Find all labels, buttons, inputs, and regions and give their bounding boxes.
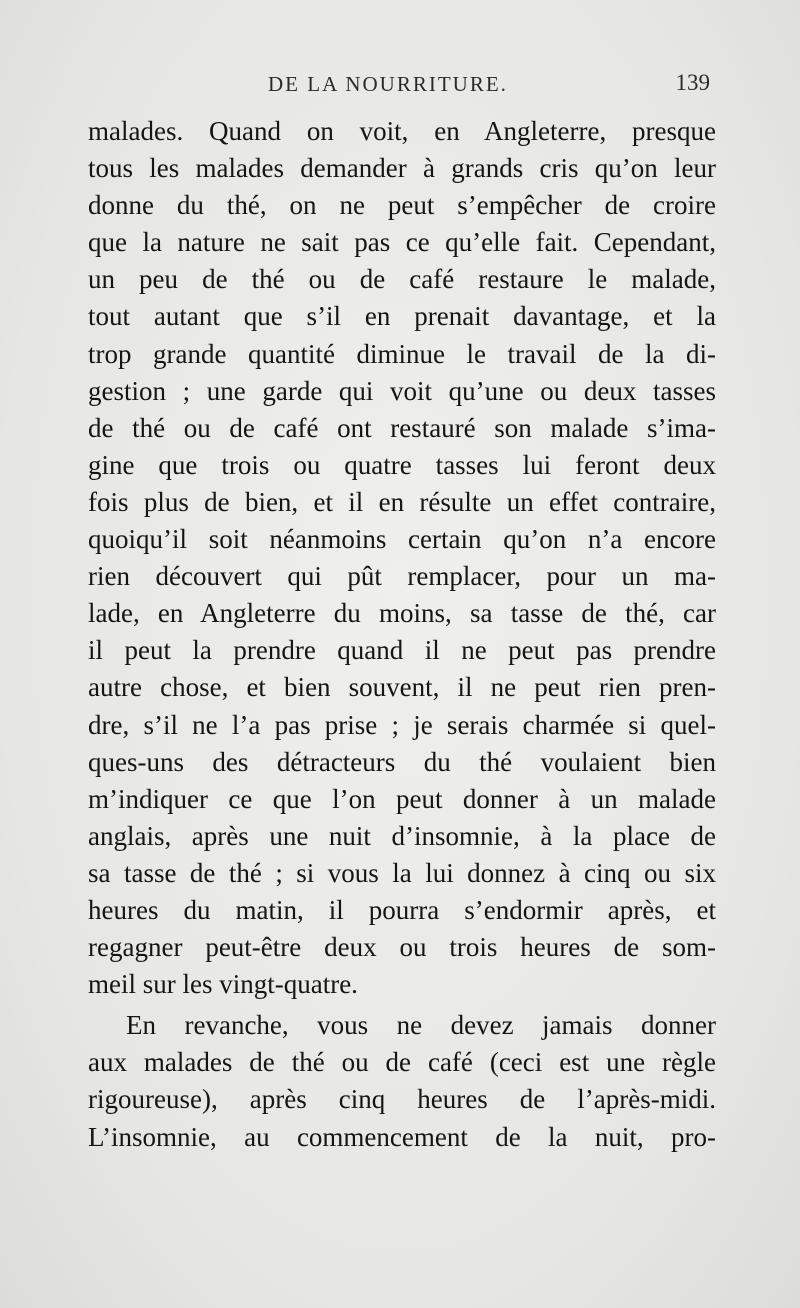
text-line: fois plus de bien, et il en résulte un effet contraire,	[88, 486, 716, 517]
text-line: malades. Quand on voit, en Angleterre, presque	[88, 116, 716, 146]
text-line: quoiqu’il soit néanmoins certain qu’on n’a encore	[88, 524, 716, 555]
text-line: lade, en Angleterre du moins, sa tasse de thé, car	[88, 598, 716, 629]
paragraph-1	[88, 113, 716, 1003]
running-head: DE LA NOURRITURE.	[268, 72, 508, 96]
text-line: En revanche, vous ne devez jamais donner	[126, 1010, 716, 1041]
text-line: de thé ou de café ont restauré son malade s’ima-	[88, 412, 716, 443]
text-line: sa tasse de thé ; si vous la lui donnez à cinq ou six	[88, 857, 716, 888]
text-line: donne du thé, on ne peut s’empêcher de croire	[88, 190, 716, 221]
text-line: autre chose, et bien souvent, il ne peut rien pren-	[88, 672, 716, 703]
text-line: heures du matin, il pourra s’endormir après, et	[88, 894, 716, 925]
text-line: tout autant que s’il en prenait davantage, et la	[88, 301, 716, 332]
text-line: un peu de thé ou de café restaure le malade,	[88, 264, 716, 295]
text-line: anglais, après une nuit d’insomnie, à la place de	[88, 820, 716, 851]
body-text	[88, 113, 716, 1156]
text-line: rien découvert qui pût remplacer, pour un ma-	[88, 561, 716, 592]
text-line: ques-uns des détracteurs du thé voulaient bien	[88, 746, 716, 777]
page-header	[88, 68, 710, 102]
text-line: gine que trois ou quatre tasses lui feront deux	[88, 449, 716, 480]
text-line: aux malades de thé ou de café (ceci est une règle	[88, 1047, 716, 1078]
text-line: que la nature ne sait pas ce qu’elle fait. Cependant,	[88, 227, 716, 258]
text-line: gestion ; une garde qui voit qu’une ou deux tasses	[88, 375, 716, 406]
page-number: 139	[675, 70, 710, 95]
text-line: dre, s’il ne l’a pas prise ; je serais charmée si quel-	[88, 709, 716, 740]
text-line: il peut la prendre quand il ne peut pas prendre	[88, 635, 716, 666]
text-line: m’indiquer ce que l’on peut donner à un malade	[88, 783, 716, 814]
text-line: L’insomnie, au commencement de la nuit, pro-	[88, 1121, 716, 1152]
text-line: regagner peut-être deux ou trois heures de som-	[88, 932, 716, 963]
paragraph-2	[88, 1007, 716, 1155]
text-line: trop grande quantité diminue le travail de la di-	[88, 338, 716, 369]
text-line: meil sur les vingt-quatre.	[88, 969, 358, 1000]
text-line: tous les malades demander à grands cris qu’on leur	[88, 153, 716, 184]
text-line: rigoureuse), après cinq heures de l’après-midi.	[88, 1084, 716, 1115]
